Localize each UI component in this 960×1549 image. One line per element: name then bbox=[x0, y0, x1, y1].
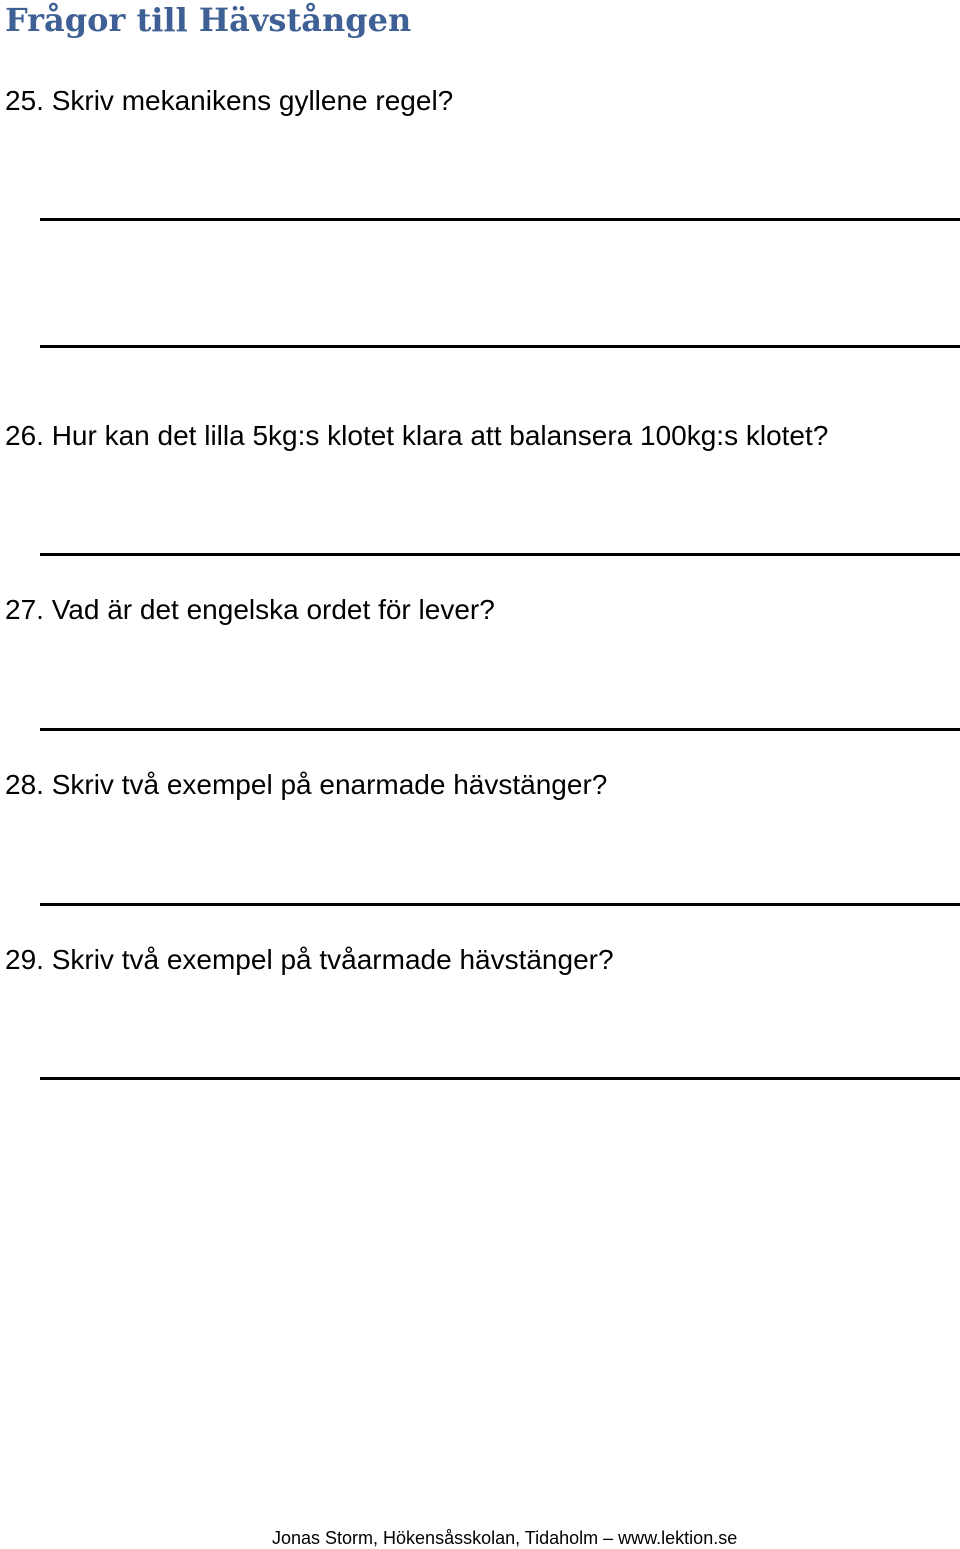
page-footer: Jonas Storm, Hökensåsskolan, Tidaholm – www.lektion.se bbox=[272, 1528, 738, 1548]
answer-line-25-second[interactable] bbox=[40, 345, 960, 348]
page-title: Frågor till Hävstången bbox=[5, 1, 412, 39]
answer-line-25-first[interactable] bbox=[40, 218, 960, 221]
question-25: 25. Skriv mekanikens gyllene regel? bbox=[5, 85, 454, 116]
question-26: 26. Hur kan det lilla 5kg:s klotet klara att balansera 100kg:s klotet? bbox=[5, 420, 829, 451]
answer-line-29[interactable] bbox=[40, 1077, 960, 1080]
question-27: 27. Vad är det engelska ordet för lever? bbox=[5, 594, 495, 625]
answer-line-28[interactable] bbox=[40, 903, 960, 906]
answer-line-27[interactable] bbox=[40, 728, 960, 731]
question-29: 29. Skriv två exempel på tvåarmade hävstänger? bbox=[5, 944, 614, 975]
answer-line-26[interactable] bbox=[40, 553, 960, 556]
question-28: 28. Skriv två exempel på enarmade hävstänger? bbox=[5, 769, 608, 800]
